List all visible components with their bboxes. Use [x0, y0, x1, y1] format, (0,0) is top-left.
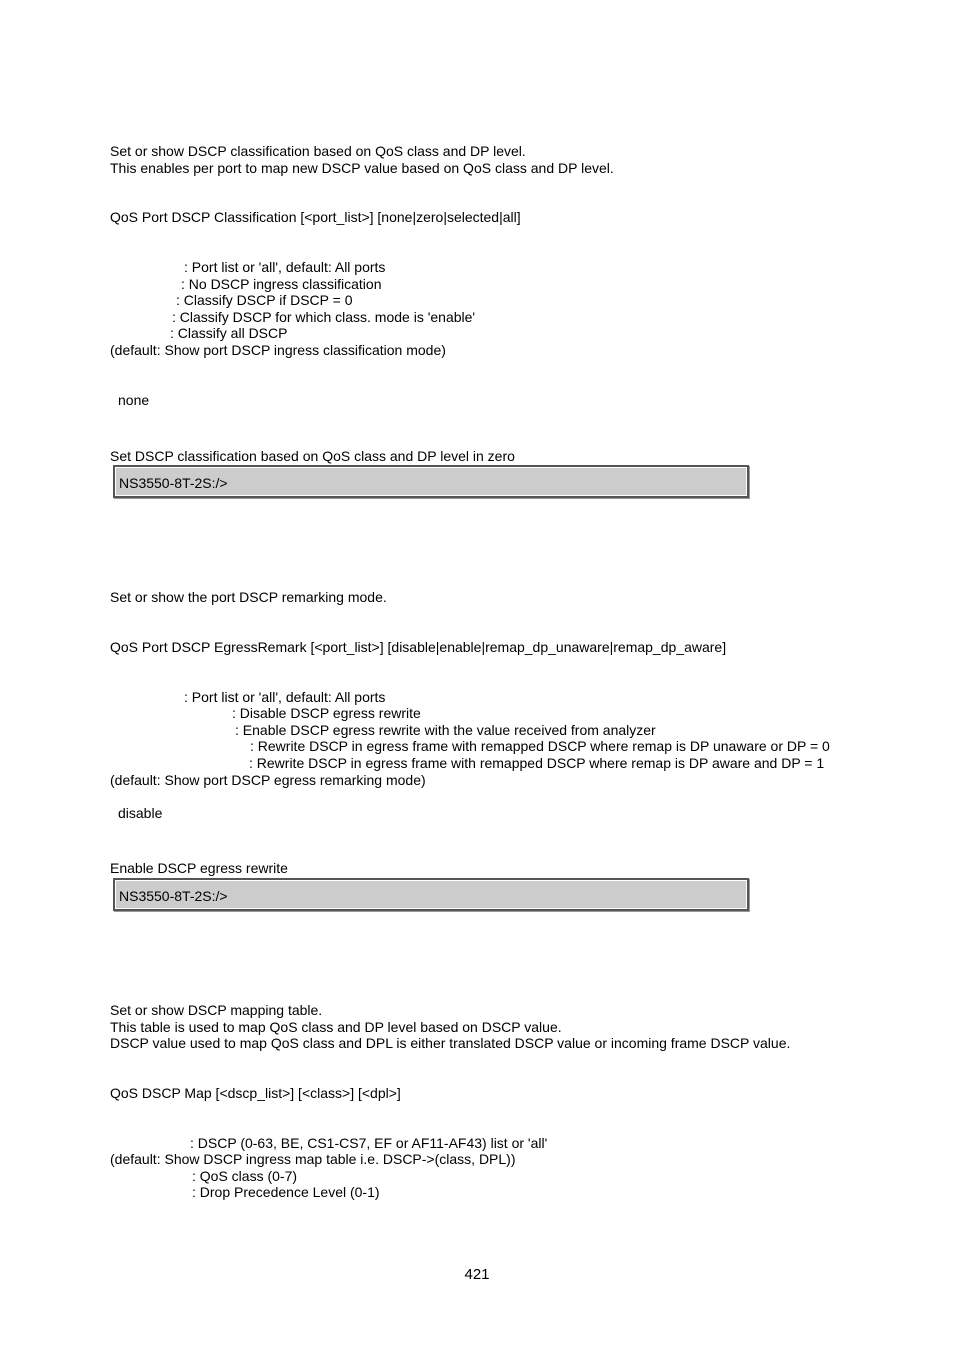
- s1-syntax: QoS Port DSCP Classification [<port_list>] [none|zero|selected|all]: [110, 209, 521, 225]
- s2-default-value: disable: [118, 805, 163, 821]
- s1-param-default: (default: Show port DSCP ingress classification mode): [110, 342, 446, 358]
- s2-command-prompt: NS3550-8T-2S:/>: [119, 888, 228, 904]
- s3-param-dpl: : Drop Precedence Level (0-1): [192, 1184, 380, 1200]
- s3-description-line-2: This table is used to map QoS class and DP level based on DSCP value.: [110, 1019, 562, 1035]
- s1-default-value: none: [118, 392, 150, 408]
- s3-param-default: (default: Show DSCP ingress map table i.e. DSCP->(class, DPL)): [110, 1151, 516, 1167]
- page-number: 421: [464, 1266, 490, 1283]
- s2-command-prompt-box: [113, 878, 749, 911]
- s1-param-selected: : Classify DSCP for which class. mode is 'enable': [172, 309, 476, 325]
- s1-description-line-1: Set or show DSCP classification based on QoS class and DP level.: [110, 143, 526, 159]
- s2-param-disable: : Disable DSCP egress rewrite: [232, 705, 421, 721]
- s2-param-enable: : Enable DSCP egress rewrite with the value received from analyzer: [235, 722, 656, 738]
- s3-syntax: QoS DSCP Map [<dscp_list>] [<class>] [<dpl>]: [110, 1085, 401, 1101]
- s2-param-remap-dp-unaware: : Rewrite DSCP in egress frame with remapped DSCP where remap is DP unaware or DP = 0: [250, 738, 830, 754]
- s2-description-line-1: Set or show the port DSCP remarking mode.: [110, 589, 387, 605]
- s1-param-all: : Classify all DSCP: [170, 325, 288, 341]
- s1-command-prompt-box: [113, 465, 749, 498]
- s1-param-zero: : Classify DSCP if DSCP = 0: [176, 292, 353, 308]
- s3-description-line-1: Set or show DSCP mapping table.: [110, 1002, 323, 1018]
- s1-description-line-2: This enables per port to map new DSCP value based on QoS class and DP level.: [110, 160, 614, 176]
- s3-param-class: : QoS class (0-7): [192, 1168, 298, 1184]
- s1-param-none: : No DSCP ingress classification: [181, 276, 382, 292]
- s2-syntax: QoS Port DSCP EgressRemark [<port_list>] [disable|enable|remap_dp_unaware|remap_dp_aware]: [110, 639, 727, 655]
- s2-example-caption: Enable DSCP egress rewrite: [110, 860, 288, 876]
- s3-param-dscp-list: : DSCP (0-63, BE, CS1-CS7, EF or AF11-AF43) list or 'all': [190, 1135, 548, 1151]
- s1-example-caption: Set DSCP classification based on QoS class and DP level in zero: [110, 448, 515, 464]
- s1-param-port-list: : Port list or 'all', default: All ports: [184, 259, 386, 275]
- s3-description-line-3: DSCP value used to map QoS class and DPL is either translated DSCP value or incoming frame DSCP value.: [110, 1035, 791, 1051]
- s2-param-remap-dp-aware: : Rewrite DSCP in egress frame with remapped DSCP where remap is DP aware and DP = 1: [249, 755, 825, 771]
- s1-command-prompt: NS3550-8T-2S:/>: [119, 475, 228, 491]
- s2-param-port-list: : Port list or 'all', default: All ports: [184, 689, 386, 705]
- s2-param-default: (default: Show port DSCP egress remarking mode): [110, 772, 426, 788]
